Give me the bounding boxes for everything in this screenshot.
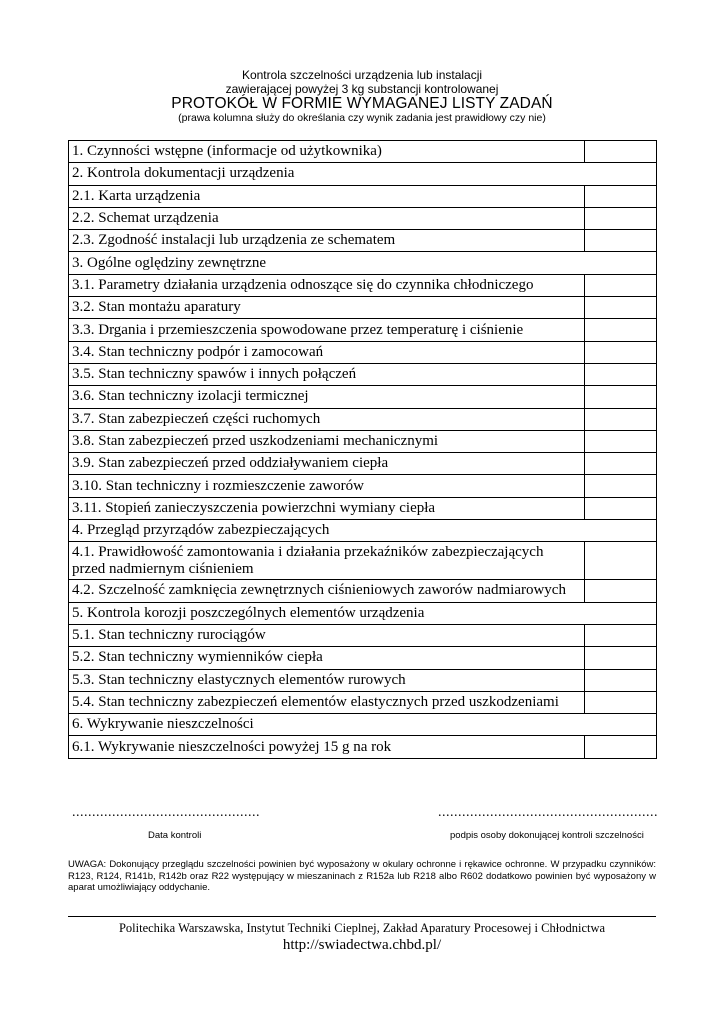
task-result-cell[interactable]	[585, 274, 657, 296]
task-row	[69, 453, 657, 475]
task-row	[69, 252, 657, 274]
task-row	[69, 624, 657, 646]
task-row	[69, 207, 657, 229]
date-label: Data kontroli	[148, 830, 202, 841]
task-label: 5.1. Stan techniczny rurociągów	[69, 624, 585, 646]
task-row	[69, 691, 657, 713]
task-row	[69, 714, 657, 736]
task-label: 3.4. Stan techniczny podpór i zamocowań	[69, 341, 585, 363]
task-row	[69, 274, 657, 296]
document-title: PROTOKÓŁ W FORMIE WYMAGANEJ LISTY ZADAŃ	[171, 95, 553, 112]
task-label: 4.1. Prawidłowość zamontowania i działania przekaźników zabezpieczających przed nadmiernym ciśnieniem	[69, 542, 585, 580]
task-label: 3.7. Stan zabezpieczeń części ruchomych	[69, 408, 585, 430]
inspector-signature-label: podpis osoby dokonującej kontroli szczelności	[450, 830, 644, 841]
task-result-cell[interactable]	[585, 185, 657, 207]
task-label: 3.5. Stan techniczny spawów i innych połączeń	[69, 363, 585, 385]
task-label: 2.1. Karta urządzenia	[69, 185, 585, 207]
task-label: 3.2. Stan montażu aparatury	[69, 297, 585, 319]
task-row	[69, 386, 657, 408]
task-list-body	[69, 141, 657, 759]
task-label: 6.1. Wykrywanie nieszczelności powyżej 15 g na rok	[69, 736, 585, 758]
task-result-cell[interactable]	[585, 647, 657, 669]
task-list-table	[68, 140, 657, 759]
document-footer	[0, 920, 724, 954]
task-result-cell[interactable]	[585, 297, 657, 319]
task-result-cell[interactable]	[585, 475, 657, 497]
task-label: 2.2. Schemat urządzenia	[69, 207, 585, 229]
task-result-cell[interactable]	[585, 408, 657, 430]
task-result-cell[interactable]	[585, 207, 657, 229]
section-heading: 6. Wykrywanie nieszczelności	[69, 714, 657, 736]
task-label: 3.11. Stopień zanieczyszczenia powierzchni wymiany ciepła	[69, 497, 585, 519]
task-label: 5.3. Stan techniczny elastycznych elementów rurowych	[69, 669, 585, 691]
task-result-cell[interactable]	[585, 319, 657, 341]
task-label: 5.2. Stan techniczny wymienników ciepła	[69, 647, 585, 669]
task-result-cell[interactable]	[585, 542, 657, 580]
task-row	[69, 363, 657, 385]
task-row	[69, 475, 657, 497]
section-heading: 2. Kontrola dokumentacji urządzenia	[69, 163, 657, 185]
section-heading: 5. Kontrola korozji poszczególnych elementów urządzenia	[69, 602, 657, 624]
task-row	[69, 408, 657, 430]
task-label: 3.3. Drgania i przemieszczenia spowodowane przez temperaturę i ciśnienie	[69, 319, 585, 341]
task-label: 3.9. Stan zabezpieczeń przed oddziaływaniem ciepła	[69, 453, 585, 475]
task-result-cell[interactable]	[585, 580, 657, 602]
task-result-cell[interactable]	[585, 230, 657, 252]
task-result-cell[interactable]	[585, 453, 657, 475]
task-label: 2.3. Zgodność instalacji lub urządzenia ze schematem	[69, 230, 585, 252]
header-note: (prawa kolumna służy do określania czy wynik zadania jest prawidłowy czy nie)	[178, 112, 546, 124]
task-row	[69, 669, 657, 691]
task-row	[69, 430, 657, 452]
task-label: 5.4. Stan techniczny zabezpieczeń elementów elastycznych przed uszkodzeniami	[69, 691, 585, 713]
task-result-cell[interactable]	[585, 341, 657, 363]
task-result-cell[interactable]	[585, 669, 657, 691]
inspector-signature-line: .......................................................	[438, 805, 658, 820]
section-heading: 4. Przegląd przyrządów zabezpieczających	[69, 520, 657, 542]
task-label: 3.1. Parametry działania urządzenia odnoszące się do czynnika chłodniczego	[69, 274, 585, 296]
task-row	[69, 185, 657, 207]
task-row	[69, 141, 657, 163]
task-row	[69, 297, 657, 319]
section-heading: 3. Ogólne oględziny zewnętrzne	[69, 252, 657, 274]
task-row	[69, 497, 657, 519]
warning-note: UWAGA: Dokonujący przeglądu szczelności powinien być wyposażony w okulary ochronne i rękawice ochronne. W przypadku czynników: R123, R124, R141b, R142b oraz R22 występujący w mieszaninach z R152a lub R218 albo R602 dodatkowo powinien być wyposażony w aparat umożliwiający oddychanie.	[68, 859, 656, 893]
task-label: 1. Czynności wstępne (informacje od użytkownika)	[69, 141, 585, 163]
footer-url[interactable]: http://swiadectwa.chbd.pl/	[282, 937, 442, 953]
task-row	[69, 580, 657, 602]
task-result-cell[interactable]	[585, 624, 657, 646]
task-label: 3.10. Stan techniczny i rozmieszczenie zaworów	[69, 475, 585, 497]
task-row	[69, 230, 657, 252]
task-result-cell[interactable]	[585, 430, 657, 452]
footer-divider	[68, 916, 656, 917]
task-result-cell[interactable]	[585, 497, 657, 519]
task-row	[69, 341, 657, 363]
task-row	[69, 736, 657, 758]
task-result-cell[interactable]	[585, 386, 657, 408]
date-signature-line: ...............................................	[72, 805, 260, 820]
footer-institution: Politechika Warszawska, Instytut Techniki Cieplnej, Zakład Aparatury Procesowej i Chłodnictwa	[118, 921, 606, 935]
task-result-cell[interactable]	[585, 363, 657, 385]
task-row	[69, 319, 657, 341]
task-row	[69, 542, 657, 580]
task-result-cell[interactable]	[585, 736, 657, 758]
header-line-2: zawierającej powyżej 3 kg substancji kontrolowanej	[225, 82, 499, 96]
task-row	[69, 647, 657, 669]
task-row	[69, 163, 657, 185]
task-label: 3.8. Stan zabezpieczeń przed uszkodzeniami mechanicznymi	[69, 430, 585, 452]
task-label: 4.2. Szczelność zamknięcia zewnętrznych ciśnieniowych zaworów nadmiarowych	[69, 580, 585, 602]
document-header	[0, 68, 724, 125]
task-row	[69, 602, 657, 624]
task-result-cell[interactable]	[585, 691, 657, 713]
task-row	[69, 520, 657, 542]
task-label: 3.6. Stan techniczny izolacji termicznej	[69, 386, 585, 408]
task-result-cell[interactable]	[585, 141, 657, 163]
header-line-1: Kontrola szczelności urządzenia lub instalacji	[241, 68, 483, 82]
